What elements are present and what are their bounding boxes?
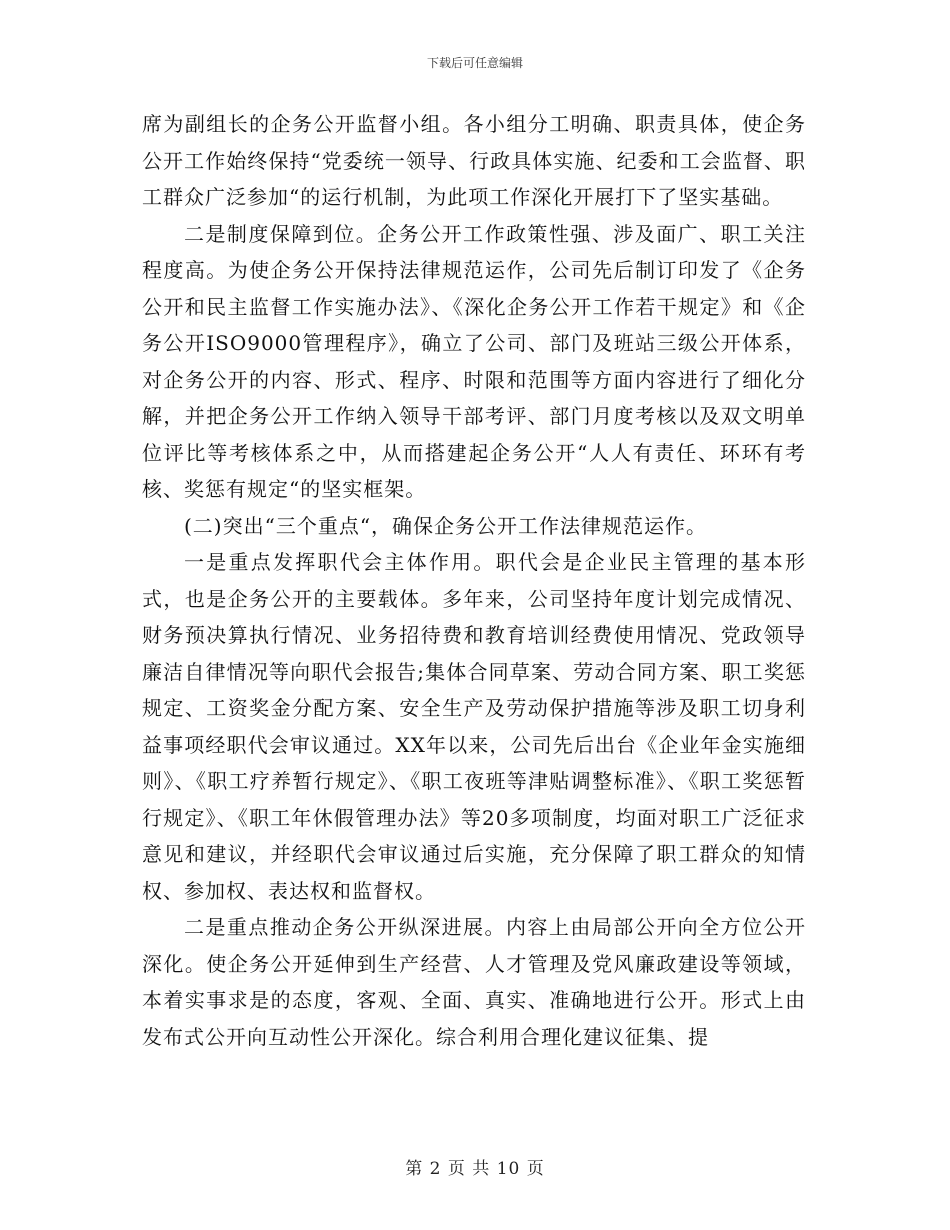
page-header: 下载后可任意编辑: [426, 56, 523, 70]
paragraph-workers-congress: 一是重点发挥职代会主体作用。职代会是企业民主管理的基本形式，也是企务公开的主要载体。多年来，公司坚持年度计划完成情况、财务预决算执行情况、业务招待费和教育培训经费使用情况、党政领导廉洁自律情况等向职代会报告;集体合同草案、劳动合同方案、职工奖惩规定、工资奖金分配方案、安全生产及劳动保护措施等涉及职工切身利益事项经职代会审议通过。XX年以来，公司先后出台《企业年金实施细则》、《职工疗养暂行规定》、《职工夜班等津贴调整标准》、《职工奖惩暂行规定》、《职工年休假管理办法》等20多项制度，均面对职工广泛征求意见和建议，并经职代会审议通过后实施，充分保障了职工群众的知情权、参加权、表达权和监督权。: [142, 550, 806, 903]
section-heading: (二)突出“三个重点“，确保企务公开工作法律规范运作。: [184, 513, 708, 538]
page-footer: 第 2 页 共 10 页: [405, 1159, 545, 1179]
paragraph-system-guarantee: 二是制度保障到位。企务公开工作政策性强、涉及面广、职工关注程度高。为使企务公开保持法律规范运作，公司先后制订印发了《企务公开和民主监督工作实施办法》、《深化企务公开工作若干规定》和《企务公开ISO9000管理程序》，确立了公司、部门及班站三级公开体系，对企务公开的内容、形式、程序、时限和范围等方面内容进行了细化分解，并把企务公开工作纳入领导干部考评、部门月度考核以及双文明单位评比等考核体系之中，从而搭建起企务公开“人人有责任、环环有考核、奖惩有规定“的坚实框架。: [142, 221, 806, 501]
document-body: [142, 106, 806, 1055]
paragraph-continuation: 席为副组长的企务公开监督小组。各小组分工明确、职责具体，使企务公开工作始终保持“党委统一领导、行政具体实施、纪委和工会监督、职工群众广泛参加“的运行机制，为此项工作深化开展打下了坚实基础。: [142, 112, 806, 209]
paragraph-disclosure-progress: 二是重点推动企务公开纵深进展。内容上由局部公开向全方位公开深化。使企务公开延伸到生产经营、人才管理及党风廉政建设等领域，本着实事求是的态度，客观、全面、真实、准确地进行公开。形式上由发布式公开向互动性公开深化。综合利用合理化建议征集、提: [142, 915, 806, 1049]
